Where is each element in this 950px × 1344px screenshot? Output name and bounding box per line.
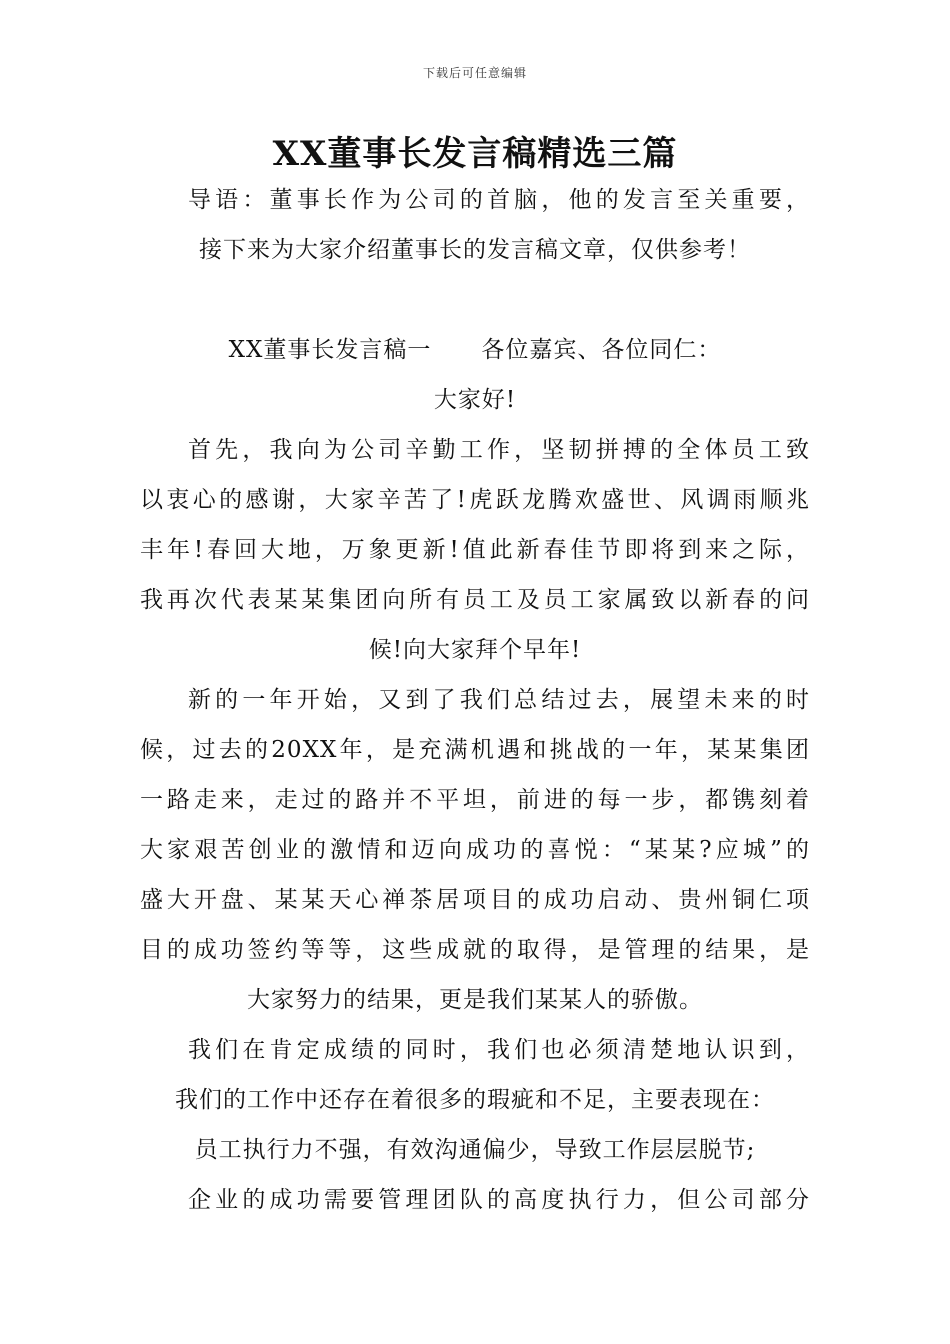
paragraph-line: 目的成功签约等等，这些成就的取得，是管理的结果，是 [140,937,810,963]
intro-line: 导语：董事长作为公司的首脑，他的发言至关重要， [188,187,810,213]
paragraph-line: 一路走来，走过的路并不平坦，前进的每一步，都镌刻着 [140,787,810,813]
header-note: 下载后可任意编辑 [422,66,527,80]
paragraph-line: 盛大开盘、某某天心禅茶居项目的成功启动、贵州铜仁项 [140,887,810,913]
paragraph-line: 我们的工作中还存在着很多的瑕疵和不足，主要表现在： [175,1087,775,1113]
paragraph-line: 候!向大家拜个早年! [368,637,582,663]
paragraph-line: 大家努力的结果，更是我们某某人的骄傲。 [247,987,703,1013]
section-heading-row [140,335,810,365]
greeting: 大家好! [433,387,517,413]
paragraph-line: 企业的成功需要管理团队的高度执行力，但公司部分 [188,1187,810,1213]
paragraph-line: 首先，我向为公司辛勤工作，坚韧拼搏的全体员工致 [188,437,810,463]
paragraph-line: 以衷心的感谢，大家辛苦了!虎跃龙腾欢盛世、风调雨顺兆 [140,487,810,513]
paragraph-line: 我们在肯定成绩的同时，我们也必须清楚地认识到， [188,1037,810,1063]
paragraph-line: 新的一年开始，又到了我们总结过去，展望未来的时 [188,687,810,713]
paragraph-line: 大家艰苦创业的激情和迈向成功的喜悦：“某某?应城”的 [140,837,810,863]
paragraph-line: 候，过去的20XX年，是充满机遇和挑战的一年，某某集团 [140,737,810,763]
paragraph-line: 我再次代表某某集团向所有员工及员工家属致以新春的问 [140,587,810,613]
paragraph-line: 丰年!春回大地，万象更新!值此新春佳节即将到来之际， [140,537,810,563]
paragraph-line: 员工执行力不强，有效沟通偏少，导致工作层层脱节; [194,1137,756,1163]
salutation: 各位嘉宾、各位同仁： [481,337,722,363]
intro-line: 接下来为大家介绍董事长的发言稿文章，仅供参考！ [199,237,751,263]
document-title: XX董事长发言稿精选三篇 [272,134,678,174]
section-heading: XX董事长发言稿一 [228,337,432,363]
